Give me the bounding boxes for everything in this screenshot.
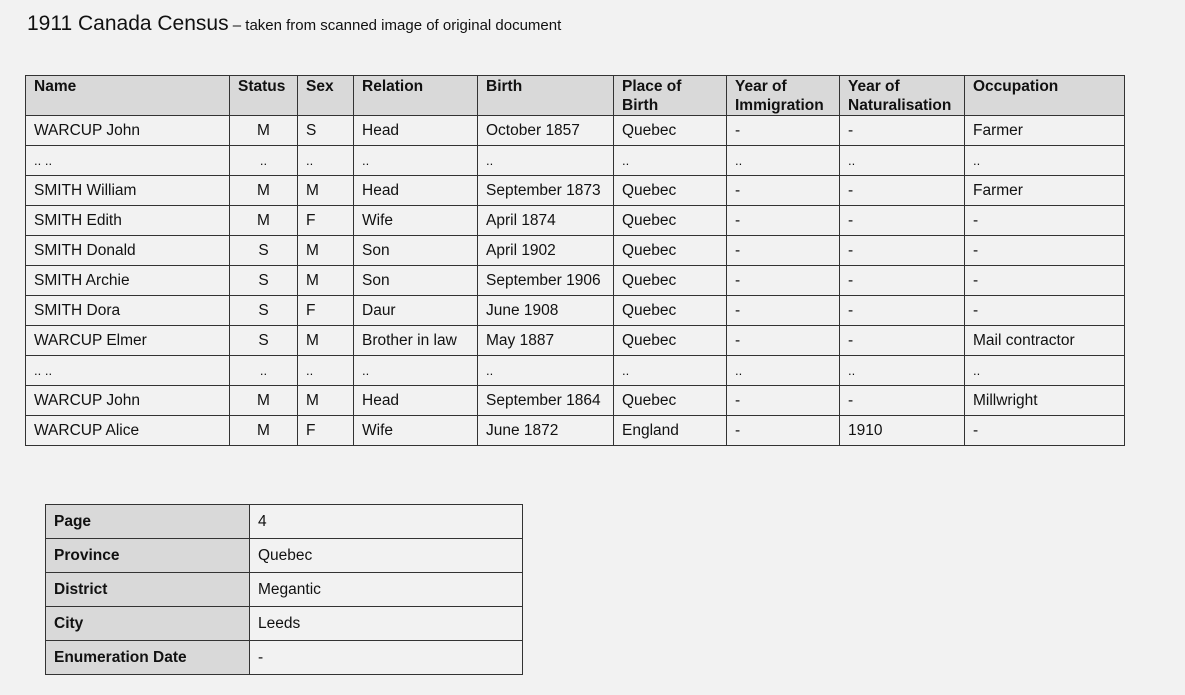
- header-occupation: Occupation: [965, 76, 1125, 116]
- summary-value: 4: [250, 505, 523, 539]
- table-row: [26, 266, 1125, 296]
- cell-relation: ..: [354, 356, 478, 386]
- cell-sex: M: [298, 266, 354, 296]
- header-place-of-birth: Place of Birth: [614, 76, 727, 116]
- cell-year-of-naturalisation: -: [840, 116, 965, 146]
- cell-birth: May 1887: [478, 326, 614, 356]
- cell-status: ..: [230, 356, 298, 386]
- summary-row: [46, 641, 523, 675]
- cell-year-of-naturalisation: -: [840, 326, 965, 356]
- cell-year-of-naturalisation: 1910: [840, 416, 965, 446]
- cell-sex: F: [298, 206, 354, 236]
- cell-relation: Daur: [354, 296, 478, 326]
- cell-occupation: ..: [965, 146, 1125, 176]
- table-row: [26, 206, 1125, 236]
- table-row: [26, 326, 1125, 356]
- cell-relation: Head: [354, 176, 478, 206]
- cell-year-of-immigration: ..: [727, 356, 840, 386]
- cell-year-of-immigration: -: [727, 326, 840, 356]
- cell-name: SMITH Donald: [26, 236, 230, 266]
- cell-name: SMITH Archie: [26, 266, 230, 296]
- table-row: [26, 146, 1125, 176]
- cell-birth: June 1908: [478, 296, 614, 326]
- cell-sex: ..: [298, 356, 354, 386]
- cell-name: WARCUP John: [26, 116, 230, 146]
- table-row: [26, 296, 1125, 326]
- cell-year-of-naturalisation: -: [840, 386, 965, 416]
- cell-status: S: [230, 326, 298, 356]
- title-subtitle: – taken from scanned image of original document: [228, 17, 562, 34]
- header-status: Status: [230, 76, 298, 116]
- cell-relation: Head: [354, 386, 478, 416]
- cell-birth: April 1902: [478, 236, 614, 266]
- cell-status: M: [230, 386, 298, 416]
- cell-place-of-birth: Quebec: [614, 116, 727, 146]
- cell-birth: April 1874: [478, 206, 614, 236]
- cell-birth: September 1873: [478, 176, 614, 206]
- header-year-of-naturalisation: Year of Naturalisation: [840, 76, 965, 116]
- cell-year-of-immigration: -: [727, 386, 840, 416]
- summary-table: [45, 504, 523, 675]
- cell-birth: June 1872: [478, 416, 614, 446]
- cell-sex: M: [298, 176, 354, 206]
- cell-birth: September 1906: [478, 266, 614, 296]
- table-row: [26, 236, 1125, 266]
- summary-row: [46, 573, 523, 607]
- cell-occupation: -: [965, 266, 1125, 296]
- summary-value: Quebec: [250, 539, 523, 573]
- header-year-of-immigration: Year of Immigration: [727, 76, 840, 116]
- cell-relation: Brother in law: [354, 326, 478, 356]
- summary-label: District: [46, 573, 250, 607]
- cell-relation: Wife: [354, 416, 478, 446]
- cell-place-of-birth: ..: [614, 356, 727, 386]
- summary-label: Province: [46, 539, 250, 573]
- summary-value: -: [250, 641, 523, 675]
- cell-year-of-naturalisation: -: [840, 236, 965, 266]
- cell-status: M: [230, 116, 298, 146]
- summary-row: [46, 539, 523, 573]
- cell-status: S: [230, 236, 298, 266]
- cell-occupation: Farmer: [965, 116, 1125, 146]
- cell-status: M: [230, 176, 298, 206]
- cell-occupation: ..: [965, 356, 1125, 386]
- summary-label: Enumeration Date: [46, 641, 250, 675]
- cell-birth: ..: [478, 356, 614, 386]
- summary-value: Megantic: [250, 573, 523, 607]
- cell-year-of-naturalisation: -: [840, 266, 965, 296]
- cell-year-of-naturalisation: -: [840, 296, 965, 326]
- cell-place-of-birth: Quebec: [614, 176, 727, 206]
- cell-birth: ..: [478, 146, 614, 176]
- cell-status: M: [230, 416, 298, 446]
- cell-year-of-naturalisation: ..: [840, 146, 965, 176]
- cell-place-of-birth: England: [614, 416, 727, 446]
- cell-name: SMITH William: [26, 176, 230, 206]
- cell-year-of-immigration: -: [727, 416, 840, 446]
- cell-name: SMITH Edith: [26, 206, 230, 236]
- cell-sex: M: [298, 386, 354, 416]
- cell-name: .. ..: [26, 146, 230, 176]
- cell-year-of-naturalisation: -: [840, 206, 965, 236]
- summary-value: Leeds: [250, 607, 523, 641]
- cell-year-of-immigration: -: [727, 176, 840, 206]
- cell-occupation: Farmer: [965, 176, 1125, 206]
- census-header-row: [26, 76, 1125, 116]
- cell-sex: F: [298, 296, 354, 326]
- header-sex: Sex: [298, 76, 354, 116]
- cell-place-of-birth: Quebec: [614, 296, 727, 326]
- cell-relation: Son: [354, 266, 478, 296]
- cell-name: .. ..: [26, 356, 230, 386]
- census-table: [25, 75, 1125, 446]
- cell-birth: October 1857: [478, 116, 614, 146]
- cell-sex: M: [298, 326, 354, 356]
- cell-place-of-birth: Quebec: [614, 206, 727, 236]
- cell-year-of-naturalisation: ..: [840, 356, 965, 386]
- cell-place-of-birth: ..: [614, 146, 727, 176]
- cell-status: S: [230, 266, 298, 296]
- summary-row: [46, 607, 523, 641]
- table-row: [26, 386, 1125, 416]
- cell-relation: ..: [354, 146, 478, 176]
- header-name: Name: [26, 76, 230, 116]
- cell-year-of-immigration: -: [727, 116, 840, 146]
- cell-place-of-birth: Quebec: [614, 266, 727, 296]
- cell-relation: Wife: [354, 206, 478, 236]
- cell-year-of-immigration: -: [727, 236, 840, 266]
- summary-label: Page: [46, 505, 250, 539]
- cell-birth: September 1864: [478, 386, 614, 416]
- title-main: 1911 Canada Census: [27, 12, 229, 35]
- header-birth: Birth: [478, 76, 614, 116]
- cell-occupation: Mail contractor: [965, 326, 1125, 356]
- cell-occupation: -: [965, 206, 1125, 236]
- table-row: [26, 116, 1125, 146]
- summary-row: [46, 505, 523, 539]
- cell-year-of-immigration: -: [727, 266, 840, 296]
- table-row: [26, 356, 1125, 386]
- cell-sex: S: [298, 116, 354, 146]
- cell-sex: ..: [298, 146, 354, 176]
- table-row: [26, 416, 1125, 446]
- cell-occupation: -: [965, 416, 1125, 446]
- table-row: [26, 176, 1125, 206]
- cell-name: WARCUP John: [26, 386, 230, 416]
- cell-year-of-immigration: -: [727, 206, 840, 236]
- cell-place-of-birth: Quebec: [614, 386, 727, 416]
- cell-occupation: Millwright: [965, 386, 1125, 416]
- cell-place-of-birth: Quebec: [614, 326, 727, 356]
- cell-relation: Head: [354, 116, 478, 146]
- header-relation: Relation: [354, 76, 478, 116]
- cell-name: SMITH Dora: [26, 296, 230, 326]
- cell-name: WARCUP Alice: [26, 416, 230, 446]
- cell-status: S: [230, 296, 298, 326]
- cell-occupation: -: [965, 236, 1125, 266]
- cell-relation: Son: [354, 236, 478, 266]
- summary-label: City: [46, 607, 250, 641]
- cell-year-of-naturalisation: -: [840, 176, 965, 206]
- cell-occupation: -: [965, 296, 1125, 326]
- document-title: [27, 12, 561, 36]
- cell-year-of-immigration: -: [727, 296, 840, 326]
- cell-name: WARCUP Elmer: [26, 326, 230, 356]
- cell-sex: M: [298, 236, 354, 266]
- cell-sex: F: [298, 416, 354, 446]
- cell-year-of-immigration: ..: [727, 146, 840, 176]
- cell-place-of-birth: Quebec: [614, 236, 727, 266]
- cell-status: M: [230, 206, 298, 236]
- cell-status: ..: [230, 146, 298, 176]
